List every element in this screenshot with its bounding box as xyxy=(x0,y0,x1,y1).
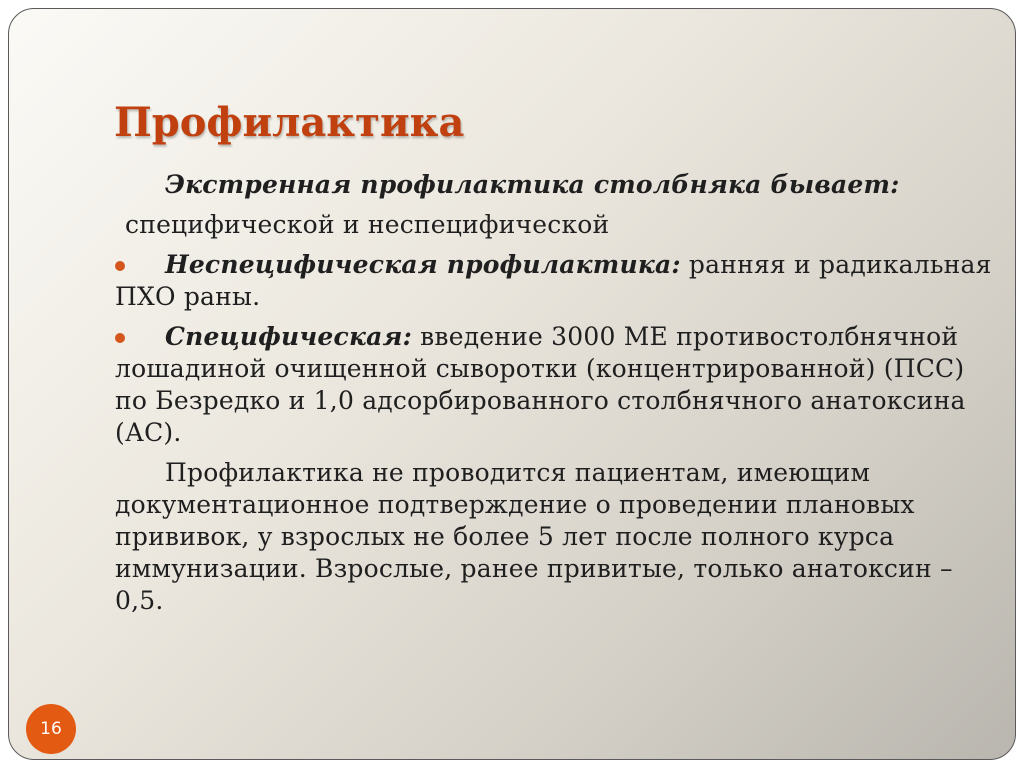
intro-subtext: специфической и неспецифической xyxy=(125,210,610,239)
bullet-text: введение 3000 МЕ противостолбнячной лошадиной очищенной сыворотки (концентрированной) (ПСС) по Безредко и 1,0 адсорбированного столбнячного анатоксина (АС). xyxy=(115,322,966,447)
bullet-icon xyxy=(115,333,125,343)
bullet-item-specific xyxy=(115,321,995,449)
slide xyxy=(8,8,1016,760)
bullet-lead: Специфическая: xyxy=(165,322,413,351)
slide-title: Профилактика xyxy=(114,99,465,146)
bullet-item-nonspecific xyxy=(115,249,995,313)
closing-paragraph: Профилактика не проводится пациентам, имеющим документационное подтверждение о проведении плановых прививок, у взрослых не более 5 лет после полного курса иммунизации. Взрослые, ранее привитые, только анатоксин – 0,5. xyxy=(115,458,953,615)
bullet-lead: Неспецифическая профилактика: xyxy=(165,250,681,279)
intro-heading: Экстренная профилактика столбняка бывает: xyxy=(165,170,900,199)
slide-content xyxy=(115,169,995,617)
bullet-text: ранняя и радикальная ПХО раны. xyxy=(115,250,992,311)
bullet-icon xyxy=(115,261,125,271)
page-number-badge: 16 xyxy=(26,704,76,754)
